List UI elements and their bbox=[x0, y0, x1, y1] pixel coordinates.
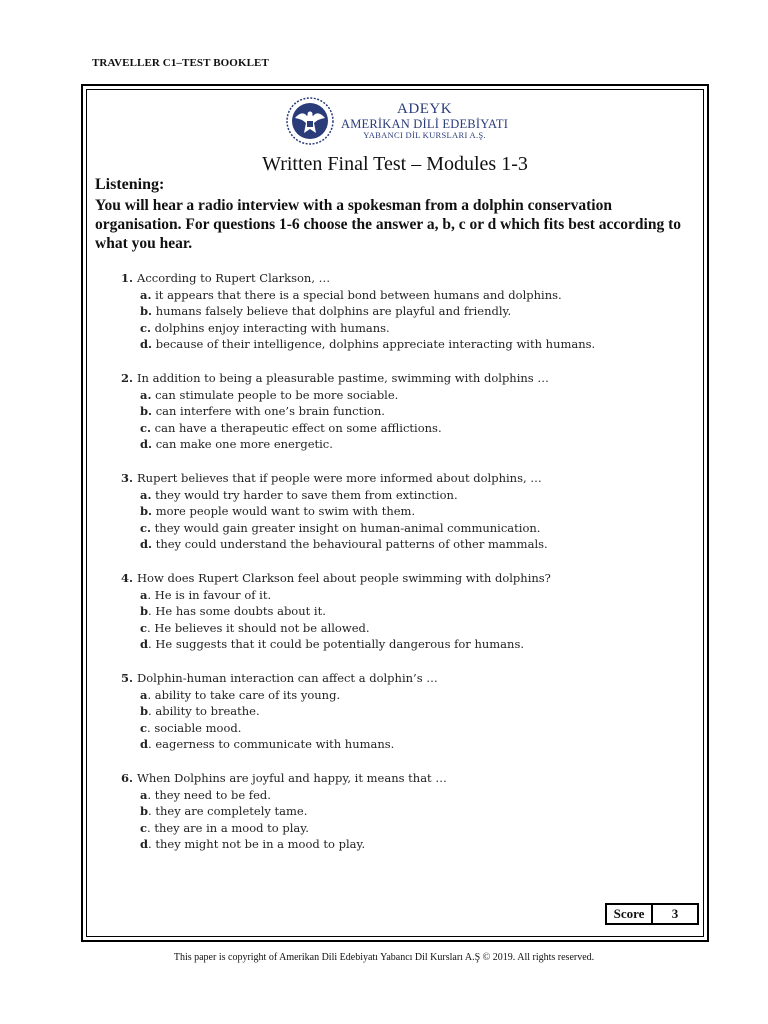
option-c[interactable] bbox=[121, 720, 661, 737]
option-b[interactable] bbox=[121, 403, 661, 420]
question-stem: In addition to being a pleasurable pastime, swimming with dolphins … bbox=[137, 371, 549, 385]
option-text: dolphins enjoy interacting with humans. bbox=[151, 320, 390, 335]
option-d[interactable] bbox=[121, 536, 661, 553]
option-letter: a. bbox=[140, 287, 152, 302]
logo-subtitle-2: YABANCI DİL KURSLARI A.Ş. bbox=[363, 130, 486, 141]
option-text: . they are completely tame. bbox=[148, 804, 308, 818]
option-letter: a bbox=[140, 787, 148, 802]
option-letter: c. bbox=[140, 520, 152, 535]
question-number: 6. bbox=[121, 771, 134, 785]
question-stem: According to Rupert Clarkson, … bbox=[137, 271, 331, 285]
logo-text bbox=[341, 101, 508, 141]
option-letter: a. bbox=[140, 387, 152, 402]
option-letter: c bbox=[140, 820, 148, 835]
option-text: . they might not be in a mood to play. bbox=[148, 837, 366, 851]
option-text: . He believes it should not be allowed. bbox=[147, 620, 370, 635]
option-letter: c. bbox=[140, 320, 152, 335]
option-letter: b bbox=[140, 804, 149, 818]
option-c[interactable] bbox=[121, 820, 661, 837]
option-text: can make one more energetic. bbox=[152, 437, 333, 451]
eagle-seal-icon bbox=[285, 96, 335, 146]
page-title: Written Final Test – Modules 1-3 bbox=[262, 153, 528, 175]
question-number: 2. bbox=[121, 371, 134, 385]
logo-name: ADEYK bbox=[397, 101, 453, 118]
score-box bbox=[605, 903, 699, 925]
question-4 bbox=[121, 570, 661, 653]
question-number: 4. bbox=[121, 571, 134, 585]
option-a[interactable] bbox=[121, 687, 661, 704]
question-stem: When Dolphins are joyful and happy, it means that … bbox=[137, 771, 447, 785]
question-stem: Rupert believes that if people were more informed about dolphins, … bbox=[137, 471, 542, 485]
option-letter: b. bbox=[140, 504, 153, 518]
option-a[interactable] bbox=[121, 587, 661, 604]
option-d[interactable] bbox=[121, 436, 661, 453]
option-b[interactable] bbox=[121, 603, 661, 620]
option-a[interactable] bbox=[121, 787, 661, 804]
option-text: they would gain greater insight on human-animal communication. bbox=[151, 520, 541, 535]
option-text: it appears that there is a special bond between humans and dolphins. bbox=[151, 287, 562, 302]
question-number: 5. bbox=[121, 671, 134, 685]
option-text: . He has some doubts about it. bbox=[148, 604, 326, 618]
instructions: You will hear a radio interview with a spokesman from a dolphin conservation organisation. For questions 1-6 choose the answer a, b, c or d which fits best according to what you hear. bbox=[95, 197, 681, 252]
option-b[interactable] bbox=[121, 703, 661, 720]
logo-subtitle: AMERİKAN DİLİ EDEBİYATI bbox=[341, 116, 509, 131]
option-letter: d. bbox=[140, 337, 153, 351]
option-text: . eagerness to communicate with humans. bbox=[148, 737, 395, 751]
option-a[interactable] bbox=[121, 487, 661, 504]
option-c[interactable] bbox=[121, 520, 661, 537]
option-letter: b. bbox=[140, 304, 153, 318]
question-1 bbox=[121, 270, 661, 353]
question-list bbox=[121, 270, 661, 870]
option-letter: b. bbox=[140, 404, 153, 418]
institution-logo bbox=[285, 96, 508, 146]
option-letter: a bbox=[140, 587, 148, 602]
score-label: Score bbox=[607, 905, 653, 923]
option-text: . ability to breathe. bbox=[148, 704, 260, 718]
question-stem: How does Rupert Clarkson feel about people swimming with dolphins? bbox=[137, 571, 551, 585]
option-d[interactable] bbox=[121, 336, 661, 353]
option-text: more people would want to swim with them. bbox=[152, 504, 416, 518]
option-letter: d. bbox=[140, 537, 153, 551]
option-text: humans falsely believe that dolphins are playful and friendly. bbox=[152, 304, 512, 318]
question-number: 1. bbox=[121, 271, 134, 285]
option-text: . sociable mood. bbox=[147, 720, 242, 735]
option-a[interactable] bbox=[121, 387, 661, 404]
question-5 bbox=[121, 670, 661, 753]
question-stem: Dolphin-human interaction can affect a dolphin’s … bbox=[137, 671, 438, 685]
option-letter: d bbox=[140, 737, 149, 751]
test-page-inner bbox=[86, 89, 704, 937]
option-letter: a bbox=[140, 687, 148, 702]
option-letter: d bbox=[140, 637, 149, 651]
copyright-footer: This paper is copyright of Amerikan Dili Edebiyatı Yabancı Dil Kursları A.Ş © 2019. All rights reserved. bbox=[173, 952, 595, 963]
option-b[interactable] bbox=[121, 803, 661, 820]
option-c[interactable] bbox=[121, 620, 661, 637]
option-c[interactable] bbox=[121, 420, 661, 437]
option-letter: a. bbox=[140, 487, 152, 502]
option-text: can stimulate people to be more sociable. bbox=[151, 387, 399, 402]
option-d[interactable] bbox=[121, 736, 661, 753]
question-3 bbox=[121, 470, 661, 553]
option-letter: d. bbox=[140, 437, 153, 451]
option-b[interactable] bbox=[121, 503, 661, 520]
option-letter: b bbox=[140, 704, 149, 718]
option-text: they would try harder to save them from extinction. bbox=[151, 487, 458, 502]
question-6 bbox=[121, 770, 661, 853]
option-text: they could understand the behavioural patterns of other mammals. bbox=[152, 537, 548, 551]
option-letter: b bbox=[140, 604, 149, 618]
option-c[interactable] bbox=[121, 320, 661, 337]
option-text: . He suggests that it could be potentially dangerous for humans. bbox=[148, 637, 524, 651]
option-text: . they need to be fed. bbox=[147, 787, 271, 802]
question-2 bbox=[121, 370, 661, 453]
option-text: . ability to take care of its young. bbox=[147, 687, 341, 702]
booklet-title: TRAVELLER C1–TEST BOOKLET bbox=[92, 57, 269, 69]
option-text: can have a therapeutic effect on some afflictions. bbox=[151, 420, 442, 435]
option-text: can interfere with one’s brain function. bbox=[152, 404, 385, 418]
option-letter: c bbox=[140, 620, 148, 635]
question-number: 3. bbox=[121, 471, 134, 485]
option-text: . they are in a mood to play. bbox=[147, 820, 309, 835]
option-letter: c. bbox=[140, 420, 152, 435]
option-a[interactable] bbox=[121, 287, 661, 304]
option-text: because of their intelligence, dolphins appreciate interacting with humans. bbox=[152, 337, 596, 351]
option-letter: c bbox=[140, 720, 148, 735]
option-letter: d bbox=[140, 837, 149, 851]
section-label: Listening: bbox=[95, 176, 165, 193]
score-value: 3 bbox=[671, 906, 679, 921]
option-text: . He is in favour of it. bbox=[147, 587, 272, 602]
test-page-frame bbox=[81, 84, 709, 942]
option-b[interactable] bbox=[121, 303, 661, 320]
option-d[interactable] bbox=[121, 836, 661, 853]
option-d[interactable] bbox=[121, 636, 661, 653]
